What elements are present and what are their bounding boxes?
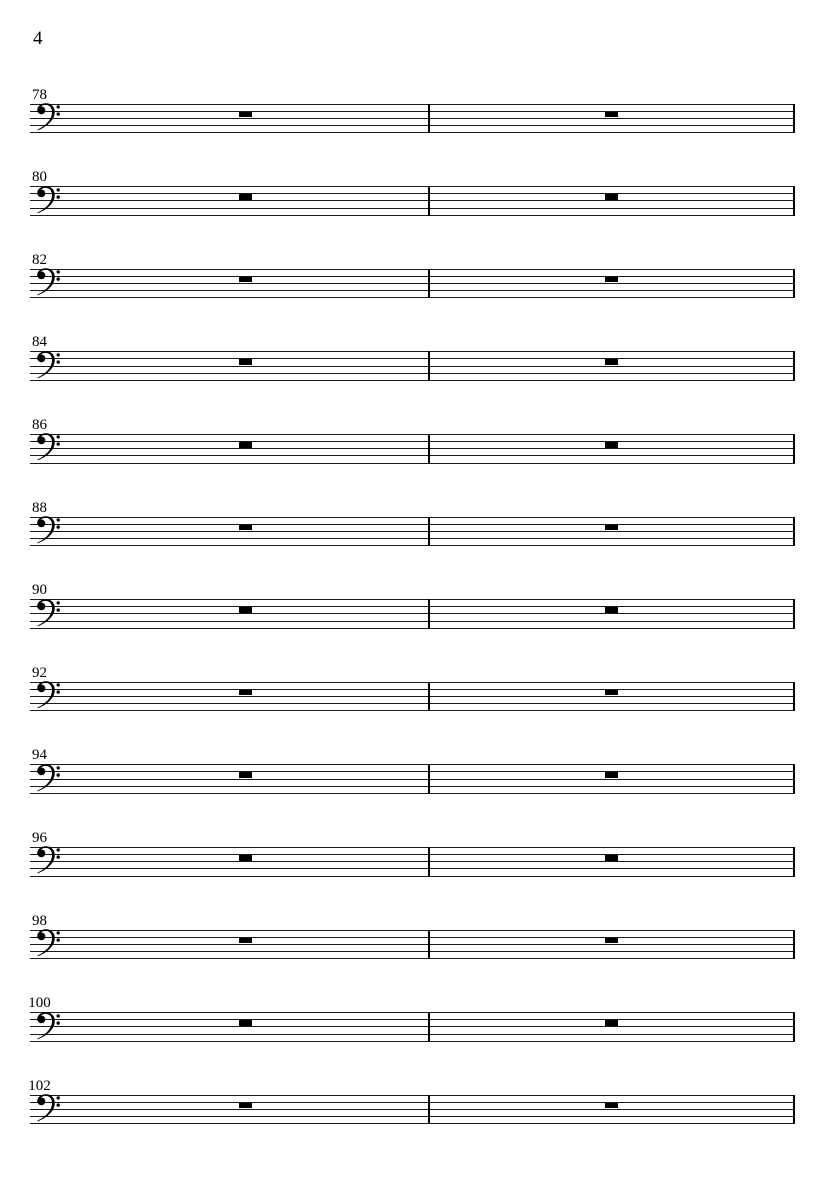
staff bbox=[0, 517, 835, 548]
staff-line bbox=[30, 455, 795, 456]
whole-rest-measure-1 bbox=[239, 855, 252, 861]
staff-line bbox=[30, 193, 795, 194]
staff-line bbox=[30, 531, 795, 532]
bass-clef-icon bbox=[36, 268, 61, 297]
staff-line bbox=[30, 710, 795, 711]
barline-end bbox=[793, 930, 796, 960]
staff bbox=[0, 764, 835, 795]
staff bbox=[0, 269, 835, 300]
staff bbox=[0, 1012, 835, 1043]
whole-rest-measure-1 bbox=[239, 442, 252, 448]
staff-line bbox=[30, 847, 795, 848]
staff-line bbox=[30, 613, 795, 614]
bass-clef-icon bbox=[36, 764, 61, 793]
whole-rest-measure-1 bbox=[239, 277, 252, 283]
staff-system bbox=[0, 664, 835, 728]
barline-mid bbox=[428, 930, 430, 960]
staff-system bbox=[0, 747, 835, 810]
whole-rest-measure-1 bbox=[239, 772, 252, 778]
staff bbox=[0, 1095, 835, 1126]
staff-line bbox=[30, 545, 795, 546]
staff-line bbox=[30, 1034, 795, 1035]
staff-system bbox=[0, 251, 835, 315]
staff-line bbox=[30, 104, 795, 105]
staff-line bbox=[30, 1102, 795, 1103]
staff-line bbox=[30, 854, 795, 855]
staff-line bbox=[30, 366, 795, 367]
whole-rest-measure-2 bbox=[605, 855, 618, 861]
staff bbox=[0, 104, 835, 135]
measure-number: 92 bbox=[32, 664, 47, 681]
staff-line bbox=[30, 689, 795, 690]
whole-rest-measure-2 bbox=[605, 607, 618, 613]
whole-rest-measure-2 bbox=[605, 690, 618, 696]
bass-clef-icon bbox=[36, 929, 61, 958]
staff-line bbox=[30, 186, 795, 187]
whole-rest-measure-2 bbox=[605, 277, 618, 283]
whole-rest-measure-1 bbox=[239, 938, 252, 944]
staff-system bbox=[0, 499, 835, 563]
staff-line bbox=[30, 1041, 795, 1042]
staff-line bbox=[30, 208, 795, 209]
staff-system bbox=[0, 829, 835, 893]
staff-line bbox=[30, 538, 795, 539]
bass-clef-icon bbox=[36, 103, 61, 132]
bass-clef-icon bbox=[36, 599, 61, 628]
staff bbox=[0, 186, 835, 217]
whole-rest-measure-2 bbox=[605, 359, 618, 365]
staff-line bbox=[30, 951, 795, 952]
measure-number: 94 bbox=[32, 747, 47, 764]
staff-line bbox=[30, 125, 795, 126]
staff-line bbox=[30, 1109, 795, 1110]
measure-number: 86 bbox=[32, 416, 47, 433]
measure-number: 88 bbox=[32, 499, 47, 516]
staff-line bbox=[30, 937, 795, 938]
barline-mid bbox=[428, 1012, 430, 1042]
staff-line bbox=[30, 628, 795, 629]
staff-line bbox=[30, 793, 795, 794]
measure-number: 90 bbox=[32, 582, 47, 599]
staff-system bbox=[0, 582, 835, 645]
staff bbox=[0, 930, 835, 961]
whole-rest-measure-2 bbox=[605, 194, 618, 200]
staff-system bbox=[0, 1077, 835, 1141]
bass-clef-icon bbox=[36, 351, 61, 380]
whole-rest-measure-1 bbox=[239, 525, 252, 531]
staff bbox=[0, 599, 835, 630]
barline-end bbox=[793, 517, 796, 547]
staff-line bbox=[30, 868, 795, 869]
barline-end bbox=[793, 1012, 796, 1042]
staff-line bbox=[30, 606, 795, 607]
whole-rest-measure-2 bbox=[605, 772, 618, 778]
bass-clef-icon bbox=[36, 681, 61, 710]
measure-number: 102 bbox=[28, 1077, 51, 1094]
whole-rest-measure-1 bbox=[239, 112, 252, 118]
barline-mid bbox=[428, 1095, 430, 1125]
whole-rest-measure-1 bbox=[239, 690, 252, 696]
barline-mid bbox=[428, 764, 430, 794]
staff-line bbox=[30, 703, 795, 704]
page-number: 4 bbox=[33, 28, 43, 49]
staff-line bbox=[30, 215, 795, 216]
measure-number: 98 bbox=[32, 912, 47, 929]
staff-line bbox=[30, 861, 795, 862]
whole-rest-measure-2 bbox=[605, 525, 618, 531]
staff bbox=[0, 434, 835, 465]
barline-end bbox=[793, 269, 796, 299]
staff-system bbox=[0, 169, 835, 232]
staff-line bbox=[30, 373, 795, 374]
staff-line bbox=[30, 599, 795, 600]
staff-line bbox=[30, 269, 795, 270]
staff-system bbox=[0, 912, 835, 976]
whole-rest-measure-2 bbox=[605, 1103, 618, 1109]
staff-line bbox=[30, 779, 795, 780]
barline-end bbox=[793, 1095, 796, 1125]
bass-clef-icon bbox=[36, 186, 61, 215]
bass-clef-icon bbox=[36, 433, 61, 462]
bass-clef-icon bbox=[36, 1094, 61, 1123]
whole-rest-measure-1 bbox=[239, 607, 252, 613]
staff-line bbox=[30, 696, 795, 697]
barline-end bbox=[793, 847, 796, 877]
barline-mid bbox=[428, 186, 430, 216]
staff bbox=[0, 351, 835, 382]
barline-end bbox=[793, 186, 796, 216]
staff-line bbox=[30, 682, 795, 683]
whole-rest-measure-2 bbox=[605, 938, 618, 944]
whole-rest-measure-2 bbox=[605, 1020, 618, 1026]
whole-rest-measure-1 bbox=[239, 1103, 252, 1109]
staff-line bbox=[30, 524, 795, 525]
staff-line bbox=[30, 621, 795, 622]
barline-end bbox=[793, 682, 796, 712]
barline-mid bbox=[428, 682, 430, 712]
staff bbox=[0, 847, 835, 878]
staff-line bbox=[30, 200, 795, 201]
measure-number: 82 bbox=[32, 251, 47, 268]
barline-end bbox=[793, 104, 796, 134]
staff-system bbox=[0, 334, 835, 397]
bass-clef-icon bbox=[36, 516, 61, 545]
staff-system bbox=[0, 995, 835, 1058]
staff-line bbox=[30, 297, 795, 298]
staff-line bbox=[30, 876, 795, 877]
staff-line bbox=[30, 441, 795, 442]
barline-mid bbox=[428, 517, 430, 547]
measure-number: 78 bbox=[32, 86, 47, 103]
barline-end bbox=[793, 351, 796, 381]
staff-line bbox=[30, 276, 795, 277]
barline-mid bbox=[428, 599, 430, 629]
whole-rest-measure-2 bbox=[605, 442, 618, 448]
barline-mid bbox=[428, 351, 430, 381]
staff-line bbox=[30, 786, 795, 787]
measure-number: 96 bbox=[32, 829, 47, 846]
staff-line bbox=[30, 448, 795, 449]
barline-end bbox=[793, 764, 796, 794]
staff-line bbox=[30, 351, 795, 352]
staff-line bbox=[30, 380, 795, 381]
bass-clef-icon bbox=[36, 846, 61, 875]
staff-line bbox=[30, 283, 795, 284]
measure-number: 80 bbox=[32, 169, 47, 186]
whole-rest-measure-1 bbox=[239, 194, 252, 200]
staff-line bbox=[30, 434, 795, 435]
staff-line bbox=[30, 463, 795, 464]
measure-number: 84 bbox=[32, 334, 47, 351]
staff-line bbox=[30, 1019, 795, 1020]
staff-line bbox=[30, 1116, 795, 1117]
staff-line bbox=[30, 290, 795, 291]
whole-rest-measure-2 bbox=[605, 112, 618, 118]
barline-mid bbox=[428, 434, 430, 464]
staff-system bbox=[0, 416, 835, 480]
barline-end bbox=[793, 434, 796, 464]
barline-mid bbox=[428, 104, 430, 134]
barline-mid bbox=[428, 847, 430, 877]
staff-line bbox=[30, 771, 795, 772]
staff-line bbox=[30, 1095, 795, 1096]
measure-number: 100 bbox=[28, 995, 51, 1012]
barline-mid bbox=[428, 269, 430, 299]
staff-line bbox=[30, 358, 795, 359]
staff bbox=[0, 682, 835, 713]
staff-line bbox=[30, 764, 795, 765]
staff-line bbox=[30, 930, 795, 931]
staff-line bbox=[30, 944, 795, 945]
whole-rest-measure-1 bbox=[239, 1020, 252, 1026]
barline-end bbox=[793, 599, 796, 629]
staff-line bbox=[30, 1012, 795, 1013]
staff-line bbox=[30, 1026, 795, 1027]
staff-line bbox=[30, 111, 795, 112]
staff-line bbox=[30, 517, 795, 518]
staff-system bbox=[0, 86, 835, 150]
staff-line bbox=[30, 958, 795, 959]
staff-line bbox=[30, 118, 795, 119]
staff-line bbox=[30, 1123, 795, 1124]
whole-rest-measure-1 bbox=[239, 359, 252, 365]
staff-line bbox=[30, 132, 795, 133]
bass-clef-icon bbox=[36, 1012, 61, 1041]
